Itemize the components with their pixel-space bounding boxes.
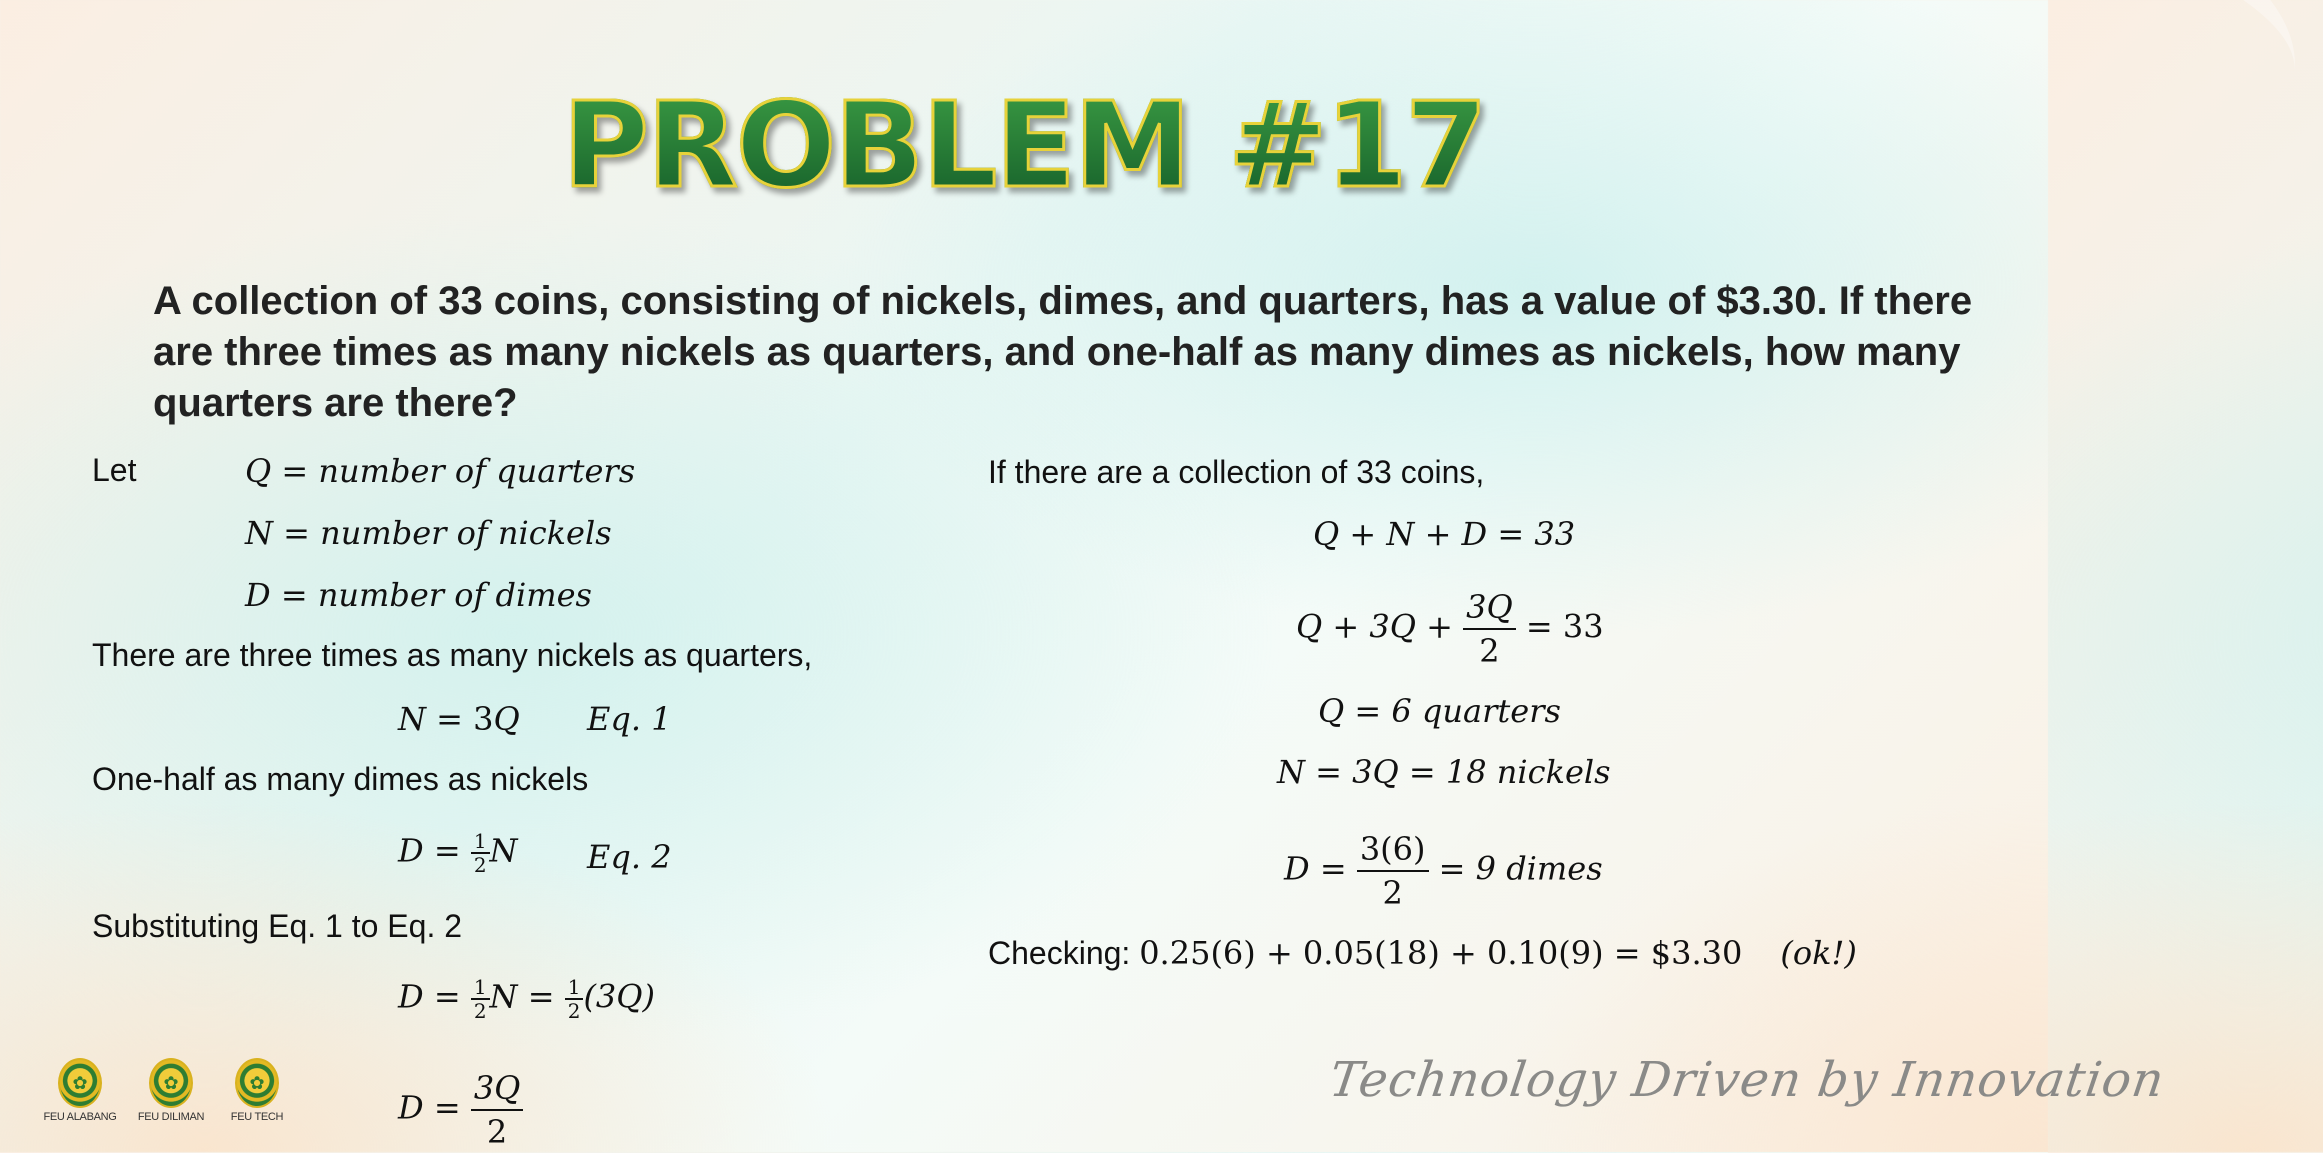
checking-line: Checking: 0.25(6) + 0.05(18) + 0.10(9) = $3.30 (ok!)	[988, 934, 1857, 972]
problem-statement: A collection of 33 coins, consisting of nickels, dimes, and quarters, has a value of $3.30. If there are three times as many nickels as quarters, and one-half as many dimes as nickels, how many quarters are there?	[153, 279, 1973, 425]
let-label: Let	[92, 452, 137, 488]
logo-feu-diliman: ✿ FEU DILIMAN	[131, 1058, 211, 1123]
equation-1-tag: Eq. 1	[587, 700, 672, 738]
feu-seal-icon: ✿	[235, 1058, 279, 1108]
equation-3: D = $\frac{1}{2}$ N = $\frac{1}{2}$ (3Q)	[398, 975, 655, 1023]
equation-1: N = 3Q	[398, 700, 520, 738]
definition-nickels: N = number of nickels	[245, 514, 612, 552]
logo-feu-tech: ✿ FEU TECH	[217, 1058, 297, 1123]
definition-dimes: D = number of dimes	[245, 576, 592, 614]
equation-sum: Q + N + D = 33	[1313, 515, 1576, 553]
definition-quarters: Q = number of quarters	[245, 452, 636, 490]
checking-expression: 0.25(6) + 0.05(18) + 0.10(9) = $3.30	[1139, 934, 1743, 972]
logo-feu-alabang: ✿ FEU ALABANG	[40, 1058, 120, 1123]
equation-2: D = $\frac{1}{2}$ N	[398, 829, 518, 877]
result-quarters: Q = 6 quarters	[1318, 692, 1561, 730]
statement-nickels-quarters: There are three times as many nickels as quarters,	[92, 637, 813, 673]
right-intro: If there are a collection of 33 coins,	[988, 454, 1485, 490]
feu-seal-icon: ✿	[149, 1058, 193, 1108]
result-nickels: N = 3Q = 18 nickels	[1277, 753, 1611, 791]
result-dimes: D = $\frac{3(6)}{2}$ = 9 dimes	[1284, 830, 1603, 912]
checking-ok: (ok!)	[1780, 934, 1857, 972]
slide-title: PROBLEM #17	[0, 86, 2048, 204]
tagline: Technology Driven by Innovation	[1326, 1052, 2169, 1108]
equation-4: D = $\frac{3Q}{2}$	[398, 1067, 523, 1153]
equation-2-tag: Eq. 2	[587, 838, 672, 876]
equation-substituted: Q + 3Q + $\frac{3Q}{2}$ = 33	[1296, 588, 1604, 670]
statement-substituting: Substituting Eq. 1 to Eq. 2	[92, 908, 463, 944]
statement-dimes-nickels: One-half as many dimes as nickels	[92, 761, 589, 797]
feu-seal-icon: ✿	[58, 1058, 102, 1108]
